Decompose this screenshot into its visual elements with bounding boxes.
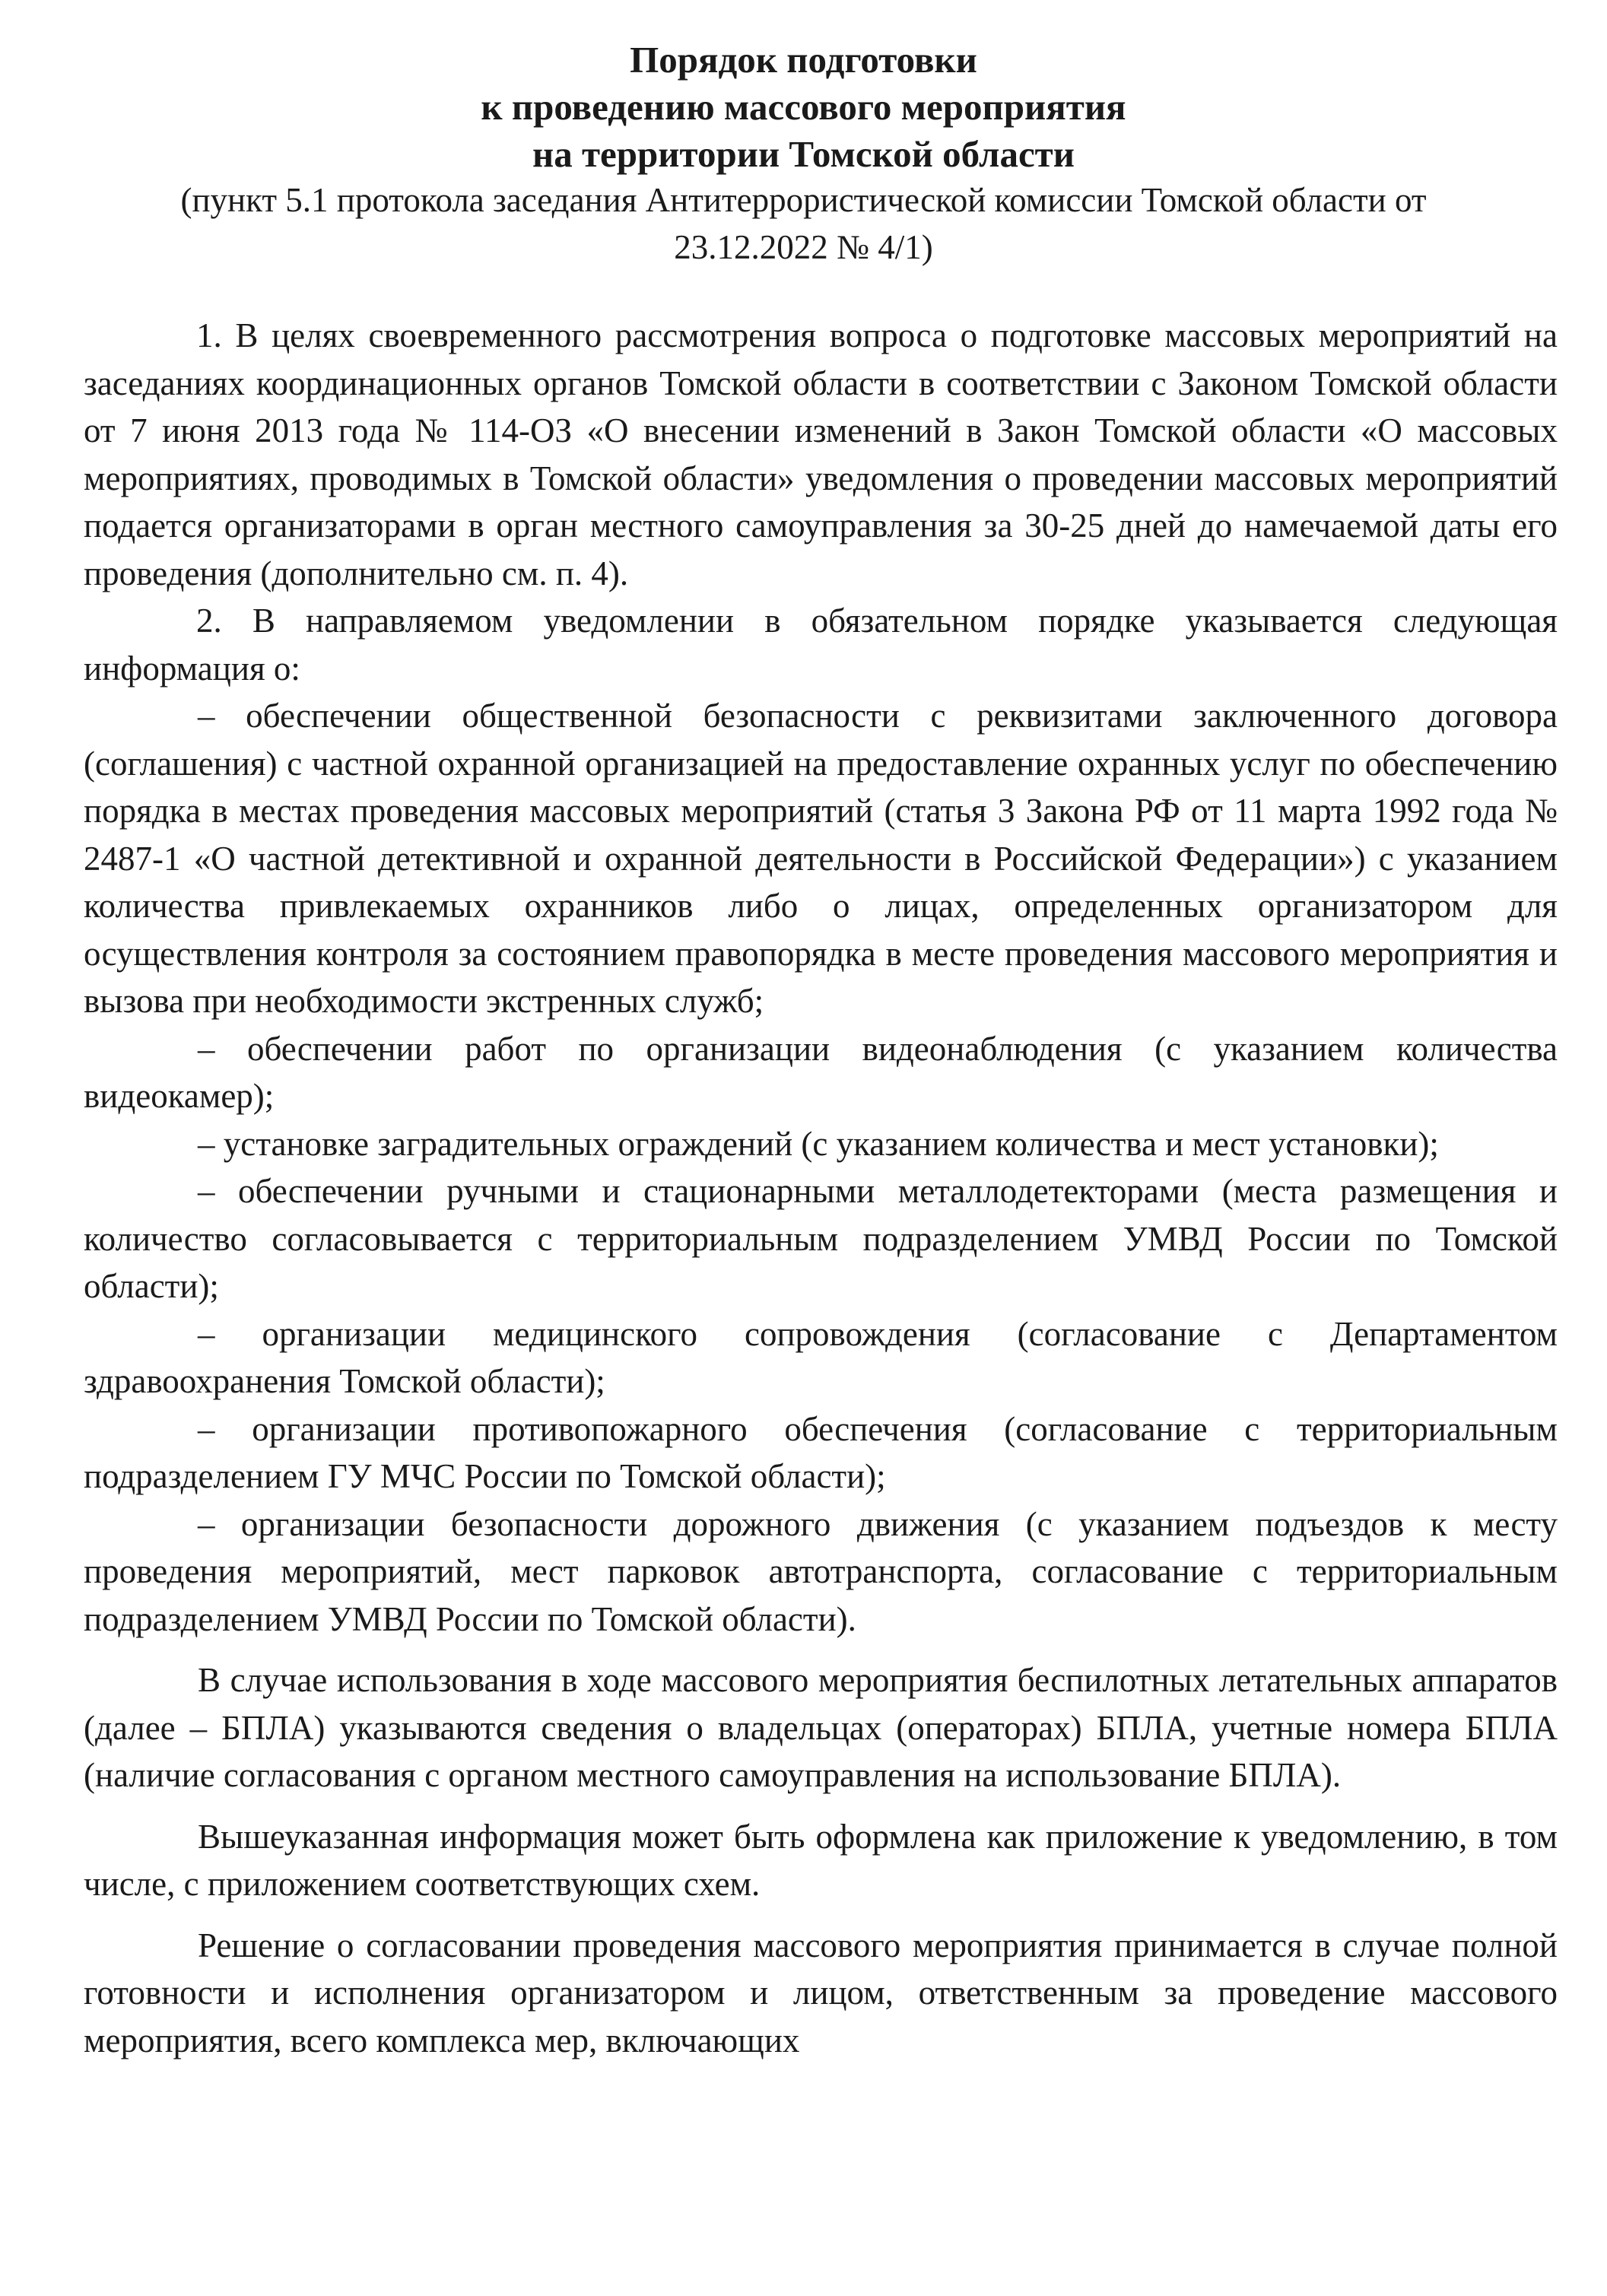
document-subtitle <box>0 176 1607 271</box>
subtitle-line: (пункт 5.1 протокола заседания Антитеррористической комиссии Томской области от <box>180 181 1427 219</box>
title-line: на территории Томской области <box>532 133 1075 175</box>
paragraph-decision: Решение о согласовании проведения массового мероприятия принимается в случае полной готовности и исполнения организатором и лицом, ответственным за проведение массового мероприятия, всего комплекса мер, включающих <box>84 1926 1558 2059</box>
paragraph-drones: В случае использования в ходе массового мероприятия беспилотных летательных аппаратов (далее – БПЛА) указываются сведения о владельцах (операторах) БПЛА, учетные номера БПЛА (наличие согласования с органом местного самоуправления на использование БПЛА). <box>84 1661 1558 1794</box>
list-item-security: – обеспечении общественной безопасности с реквизитами заключенного договора (соглашения) с частной охранной организацией на предоставление охранных услуг по обеспечению порядка в местах проведения массовых мероприятий (статья 3 Закона РФ от 11 марта 1992 года № 2487-1 «О частной детективной и охранной деятельности в Российской Федерации») с указанием количества привлекаемых охранников либо о лицах, определенных организатором для осуществления контроля за состоянием правопорядка в месте проведения массового мероприятия и вызова при необходимости экстренных служб; <box>84 697 1558 1020</box>
paragraph-1: 1. В целях своевременного рассмотрения вопроса о подготовке массовых мероприятий на заседаниях координационных органов Томской области в соответствии с Законом Томской области от 7 июня 2013 года № 114-ОЗ «О внесении изменений в Закон Томской области «О массовых мероприятиях, проводимых в Томской области» уведомления о проведении массовых мероприятий подается организаторами в орган местного самоуправления за 30-25 дней до намечаемой даты его проведения (дополнительно см. п. 4). <box>84 316 1558 592</box>
list-item-fire-safety: – организации противопожарного обеспечения (согласование с территориальным подразделением ГУ МЧС России по Томской области); <box>84 1409 1558 1495</box>
paragraph-2: 2. В направляемом уведомлении в обязательном порядке указывается следующая информация о: <box>84 602 1558 688</box>
paragraph-attachment: Вышеуказанная информация может быть оформлена как приложение к уведомлению, в том числе, с приложением соответствующих схем. <box>84 1817 1558 1903</box>
list-item-video: – обеспечении работ по организации видеонаблюдения (с указанием количества видеокамер); <box>84 1029 1558 1115</box>
subtitle-line: 23.12.2022 № 4/1) <box>674 228 933 266</box>
title-line: Порядок подготовки <box>630 39 977 81</box>
document-title <box>0 37 1607 178</box>
document-body <box>84 312 1558 2064</box>
list-item-barriers: – установке заградительных ограждений (с указанием количества и мест установки); <box>198 1124 1439 1163</box>
list-item-traffic: – организации безопасности дорожного движения (с указанием подъездов к месту проведения мероприятий, мест парковок автотранспорта, согласование с территориальным подразделением УМВД России по Томской области). <box>84 1504 1558 1638</box>
list-item-medical: – организации медицинского сопровождения (согласование с Департаментом здравоохранения Томской области); <box>84 1314 1558 1400</box>
title-line: к проведению массового мероприятия <box>481 86 1126 128</box>
list-item-metal-detectors: – обеспечении ручными и стационарными металлодетекторами (места размещения и количество согласовывается с территориальным подразделением УМВД России по Томской области); <box>84 1172 1558 1305</box>
